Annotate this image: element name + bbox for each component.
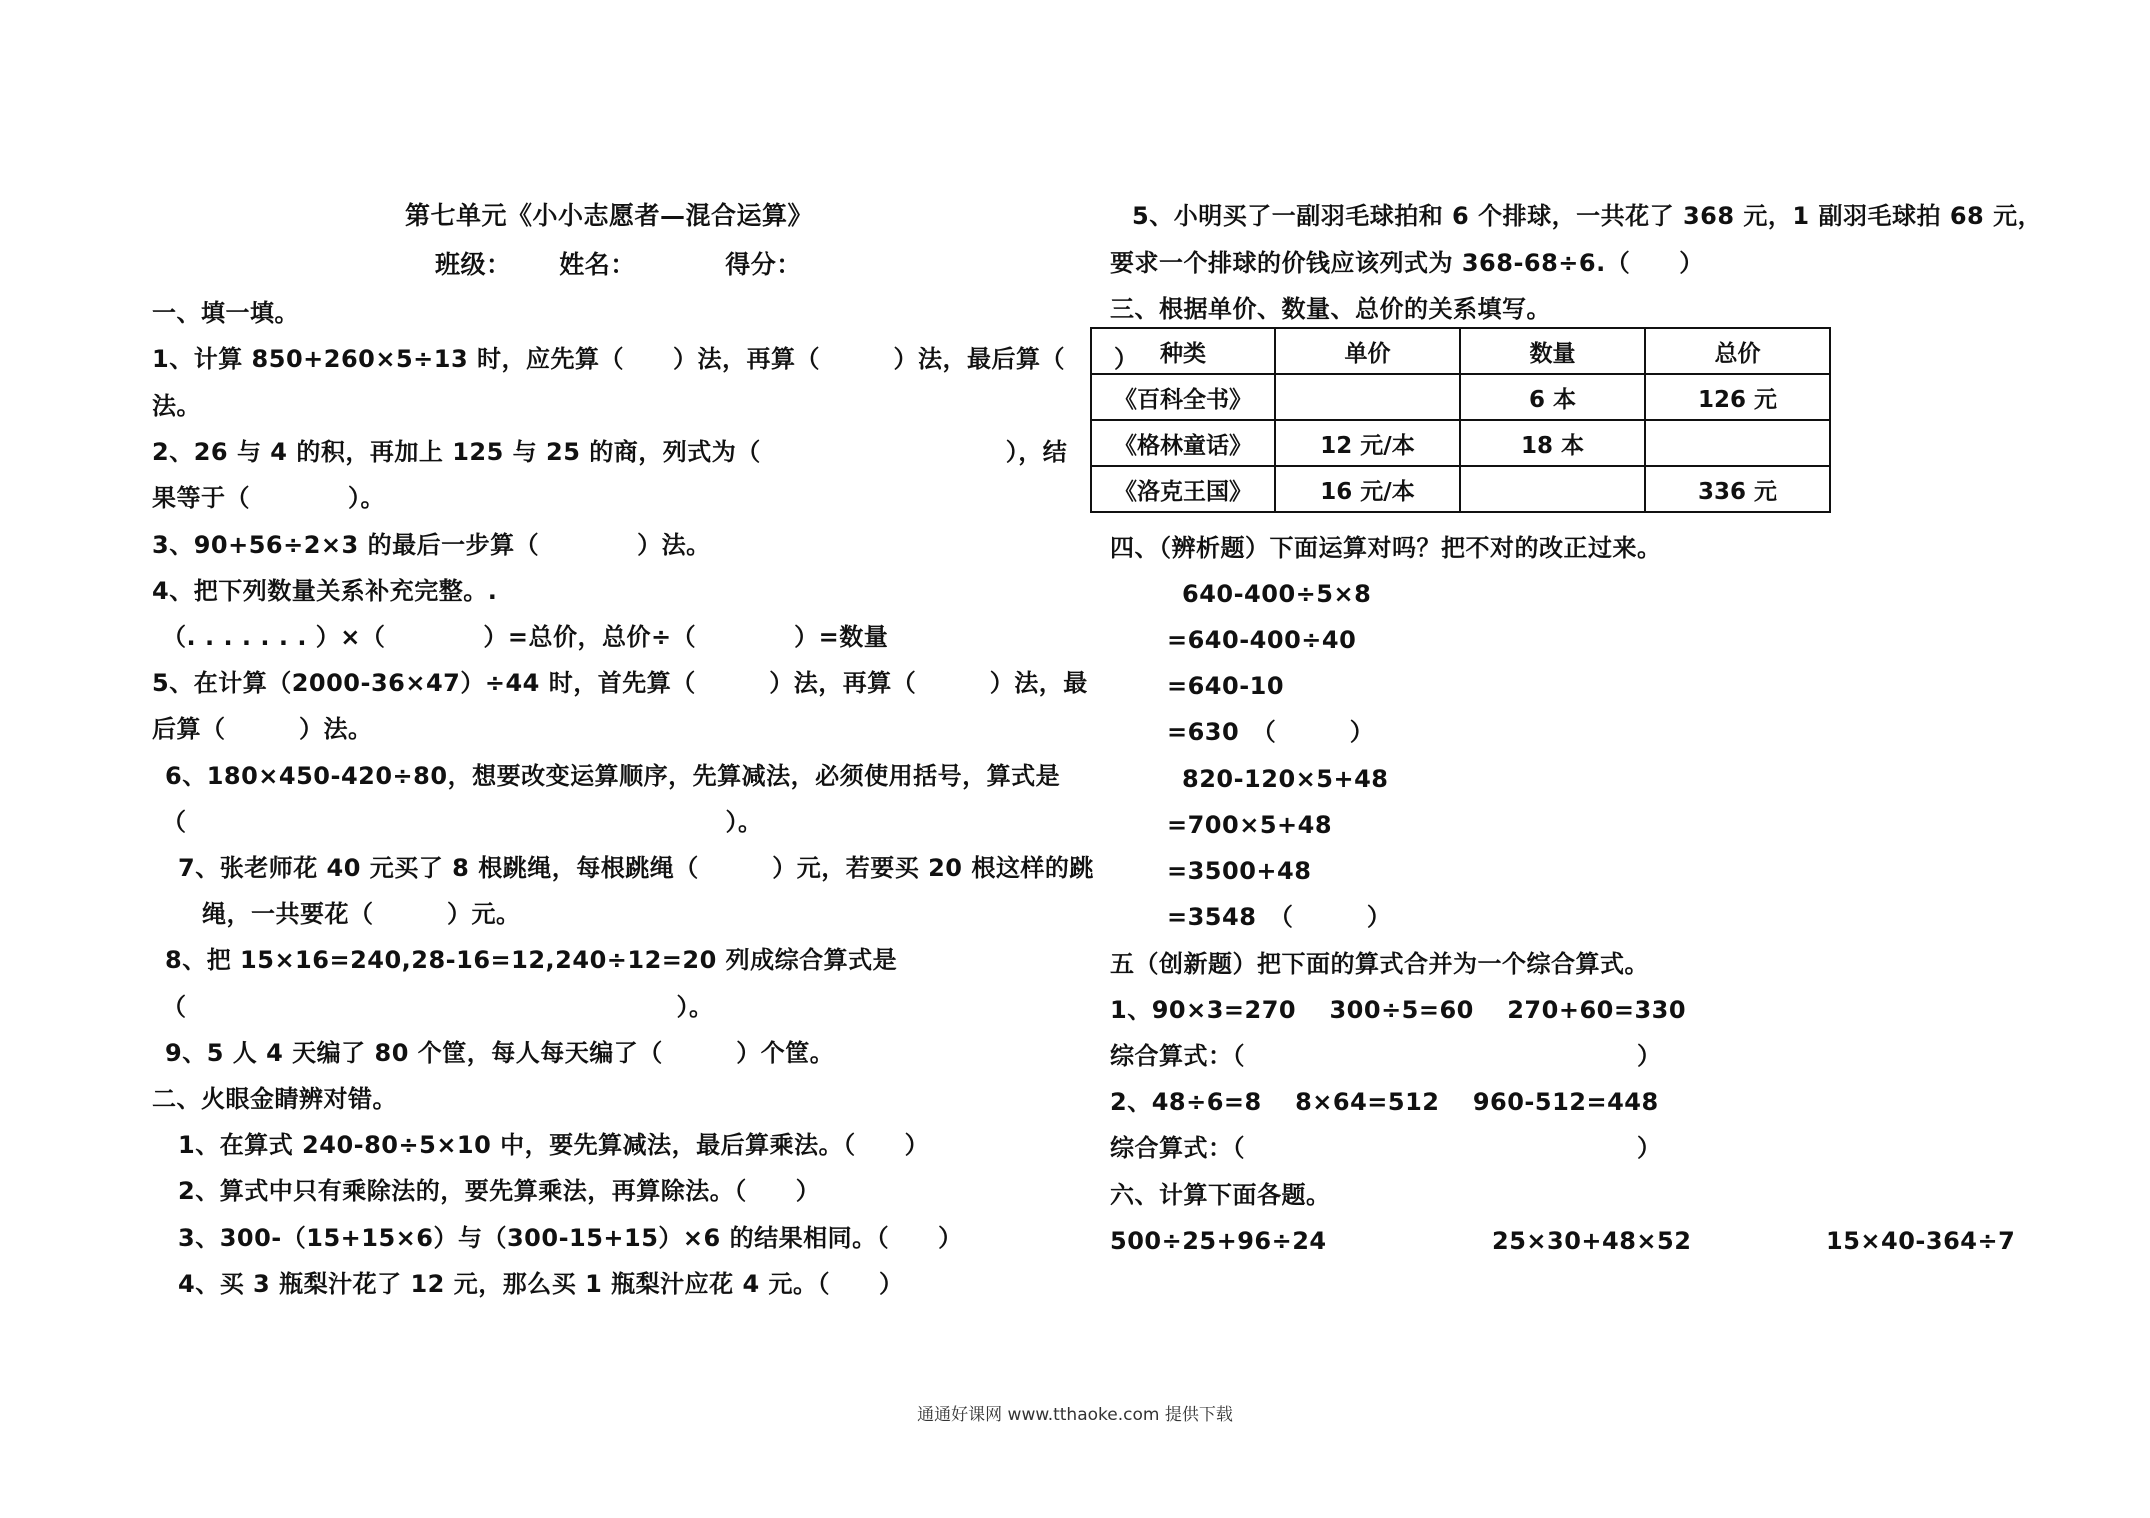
table-cell xyxy=(1460,466,1645,512)
calc-line: 640-400÷5×8 xyxy=(1182,580,1372,608)
combined-formula-line: 综合算式：（ ） xyxy=(1110,1134,1662,1162)
calc-line: =630 （ ） xyxy=(1167,718,1375,746)
question-line: 后算（ ）法。 xyxy=(152,715,373,743)
section-1-heading: 一、填一填。 xyxy=(152,299,299,327)
question-line: 果等于（ ）。 xyxy=(152,484,385,512)
calc-line: =640-10 xyxy=(1167,672,1285,700)
question-line: （ ）。 xyxy=(162,993,714,1021)
question-line: 3、300-（15+15×6）与（300-15+15）×6 的结果相同。（ ） xyxy=(178,1224,963,1252)
question-line: 2、48÷6=8 8×64=512 960-512=448 xyxy=(1110,1088,1659,1116)
question-line: 法。 xyxy=(152,392,201,420)
table-row xyxy=(1091,420,1830,466)
calc-line: =640-400÷40 xyxy=(1167,626,1357,654)
question-line: 1、90×3=270 300÷5=60 270+60=330 xyxy=(1110,996,1687,1024)
table-cell xyxy=(1645,420,1830,466)
table-cell: 18 本 xyxy=(1460,420,1645,466)
exercise-item: 500÷25+96÷24 xyxy=(1110,1227,1327,1255)
question-line: 6、180×450-420÷80，想要改变运算顺序，先算减法，必须使用括号，算式是 xyxy=(165,762,1061,790)
section-3-heading: 三、根据单价、数量、总价的关系填写。 xyxy=(1110,295,1551,323)
question-line: 5、小明买了一副羽毛球拍和 6 个排球，一共花了 368 元，1 副羽毛球拍 68 元， xyxy=(1132,202,2043,230)
table-cell: 126 元 xyxy=(1645,374,1830,420)
table-cell xyxy=(1275,374,1460,420)
footer-credit: 通通好课网 www.tthaoke.com 提供下载 xyxy=(917,1405,1233,1425)
table-header-row xyxy=(1091,328,1830,374)
question-line: 3、90+56÷2×3 的最后一步算（ ）法。 xyxy=(152,531,711,559)
question-line: 1、计算 850+260×5÷13 时，应先算（ ）法，再算（ ）法，最后算（ ） xyxy=(152,345,1139,373)
calc-line: =3500+48 xyxy=(1167,857,1312,885)
column-header: 种类 xyxy=(1091,328,1275,374)
section-2-heading: 二、火眼金睛辨对错。 xyxy=(152,1085,397,1113)
table-cell: 《百科全书》 xyxy=(1091,374,1275,420)
question-line: 1、在算式 240-80÷5×10 中，要先算减法，最后算乘法。（ ） xyxy=(178,1131,930,1159)
question-line: 绳，一共要花（ ）元。 xyxy=(202,900,521,928)
price-table xyxy=(1090,327,1831,513)
table-cell: 《洛克王国》 xyxy=(1091,466,1275,512)
page-title: 第七单元《小小志愿者—混合运算》 xyxy=(405,201,814,230)
calc-line: =700×5+48 xyxy=(1167,811,1333,839)
question-line: 2、算式中只有乘除法的，要先算乘法，再算除法。（ ） xyxy=(178,1177,821,1205)
table-cell: 6 本 xyxy=(1460,374,1645,420)
column-header: 单价 xyxy=(1275,328,1460,374)
question-line: 8、把 15×16=240,28-16=12,240÷12=20 列成综合算式是 xyxy=(165,946,898,974)
question-line: 4、把下列数量关系补充完整。. xyxy=(152,577,498,605)
table-cell: 12 元/本 xyxy=(1275,420,1460,466)
table-row xyxy=(1091,374,1830,420)
section-4-heading: 四、（辨析题）下面运算对吗？把不对的改正过来。 xyxy=(1110,534,1662,562)
question-line: 7、张老师花 40 元买了 8 根跳绳，每根跳绳（ ）元，若要买 20 根这样的跳 xyxy=(178,854,1094,882)
table-row xyxy=(1091,466,1830,512)
table-cell: 16 元/本 xyxy=(1275,466,1460,512)
calc-line: 820-120×5+48 xyxy=(1182,765,1389,793)
section-6-heading: 六、计算下面各题。 xyxy=(1110,1181,1331,1209)
section-5-heading: 五（创新题）把下面的算式合并为一个综合算式。 xyxy=(1110,950,1649,978)
exercise-item: 15×40-364÷7 xyxy=(1826,1227,2016,1255)
calc-line: =3548 （ ） xyxy=(1167,903,1392,931)
question-line: 9、5 人 4 天编了 80 个筐，每人每天编了（ ）个筐。 xyxy=(165,1039,835,1067)
question-line: 4、买 3 瓶梨汁花了 12 元，那么买 1 瓶梨汁应花 4 元。（ ） xyxy=(178,1270,904,1298)
question-line: （. . . . . . . ）×（ ）=总价，总价÷（ ）=数量 xyxy=(162,623,889,651)
question-line: 5、在计算（2000-36×47）÷44 时，首先算（ ）法，再算（ ）法，最 xyxy=(152,669,1088,697)
student-info-line: 班级： 姓名： 得分： xyxy=(435,250,802,279)
exercise-item: 25×30+48×52 xyxy=(1492,1227,1692,1255)
question-line: （ ）。 xyxy=(162,808,763,836)
table-cell: 《格林童话》 xyxy=(1091,420,1275,466)
combined-formula-line: 综合算式：（ ） xyxy=(1110,1042,1662,1070)
column-header: 总价 xyxy=(1645,328,1830,374)
column-header: 数量 xyxy=(1460,328,1645,374)
table-cell: 336 元 xyxy=(1645,466,1830,512)
question-line: 2、26 与 4 的积，再加上 125 与 25 的商，列式为（ ），结 xyxy=(152,438,1068,466)
question-line: 要求一个排球的价钱应该列式为 368-68÷6.（ ） xyxy=(1110,249,1704,277)
